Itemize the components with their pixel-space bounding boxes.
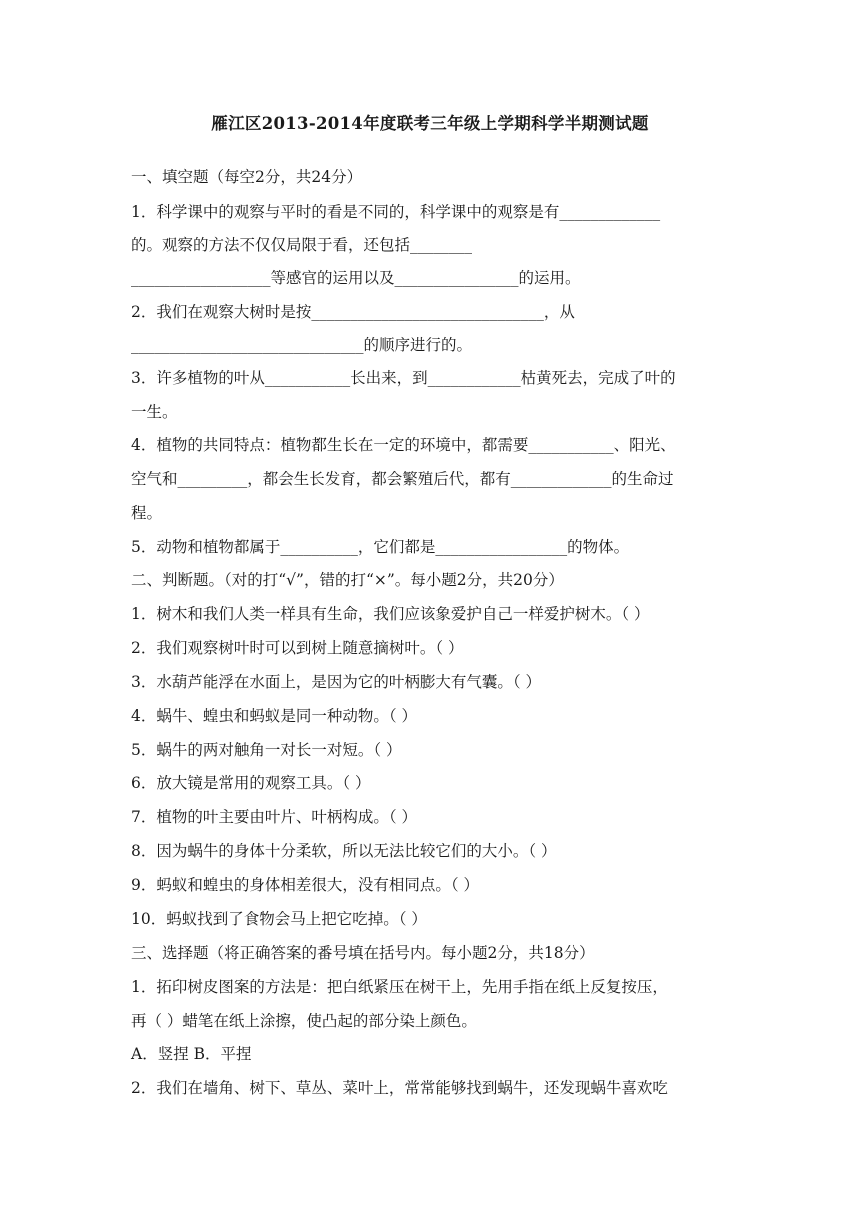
question-line: 1．拓印树皮图案的方法是：把白纸紧压在树干上，先用手指在纸上反复按压， <box>131 978 668 996</box>
question-line: 3．水葫芦能浮在水面上，是因为它的叶柄膨大有气囊。（ ） <box>131 673 542 691</box>
question-line: 2．我们在观察大树时是按______________________________，从 <box>131 303 575 321</box>
question-line: 4．蜗牛、蝗虫和蚂蚁是同一种动物。（ ） <box>131 707 418 725</box>
section-heading-true-false: 二、判断题。（对的打“√”，错的打“×”。每小题2分，共20分） <box>131 571 564 589</box>
question-line: 空气和_________，都会生长发育，都会繁殖后代，都有_____________的生命过 <box>131 470 674 488</box>
question-line: 8．因为蜗牛的身体十分柔软，所以无法比较它们的大小。（ ） <box>131 842 557 860</box>
question-line: 再（ ）蜡笔在纸上涂擦，使凸起的部分染上颜色。 <box>131 1012 477 1030</box>
question-line: 5．动物和植物都属于__________，它们都是_________________的物体。 <box>131 538 630 556</box>
question-line: 1．科学课中的观察与平时的看是不同的，科学课中的观察是有_____________ <box>131 203 661 221</box>
question-line: 3．许多植物的叶从___________长出来，到____________枯黄死去，完成了叶的 <box>131 369 676 387</box>
section-heading-multiple-choice: 三、选择题（将正确答案的番号填在括号内。每小题2分，共18分） <box>131 944 595 962</box>
question-line: ______________________________的顺序进行的。 <box>131 336 473 354</box>
section-heading-fill-in: 一、填空题（每空2分，共24分） <box>131 168 363 186</box>
question-line: 1．树木和我们人类一样具有生命，我们应该象爱护自己一样爱护树木。（ ） <box>131 605 650 623</box>
question-line: 7．植物的叶主要由叶片、叶柄构成。（ ） <box>131 808 418 826</box>
answer-options: A．竖捏 B．平捏 <box>131 1045 252 1063</box>
question-line: 的。观察的方法不仅仅局限于看，还包括________ <box>131 236 473 254</box>
question-line: 5．蜗牛的两对触角一对长一对短。（ ） <box>131 741 402 759</box>
question-line: 2．我们在墙角、树下、草丛、菜叶上，常常能够找到蜗牛，还发现蜗牛喜欢吃 <box>131 1079 668 1097</box>
question-line: 6．放大镜是常用的观察工具。（ ） <box>131 774 371 792</box>
question-line: 2．我们观察树叶时可以到树上随意摘树叶。（ ） <box>131 639 464 657</box>
question-line: 9．蚂蚁和蝗虫的身体相差很大，没有相同点。（ ） <box>131 876 480 894</box>
question-line: 程。 <box>131 504 163 522</box>
question-line: 4．植物的共同特点：植物都生长在一定的环境中，都需要___________、阳光、 <box>131 436 676 454</box>
question-line: 10．蚂蚁找到了食物会马上把它吃掉。（ ） <box>131 910 427 928</box>
question-line: __________________等感官的运用以及________________的运用。 <box>131 269 581 287</box>
exam-title: 雁江区2013-2014年度联考三年级上学期科学半期测试题 <box>211 114 649 133</box>
question-line: 一生。 <box>131 403 178 421</box>
